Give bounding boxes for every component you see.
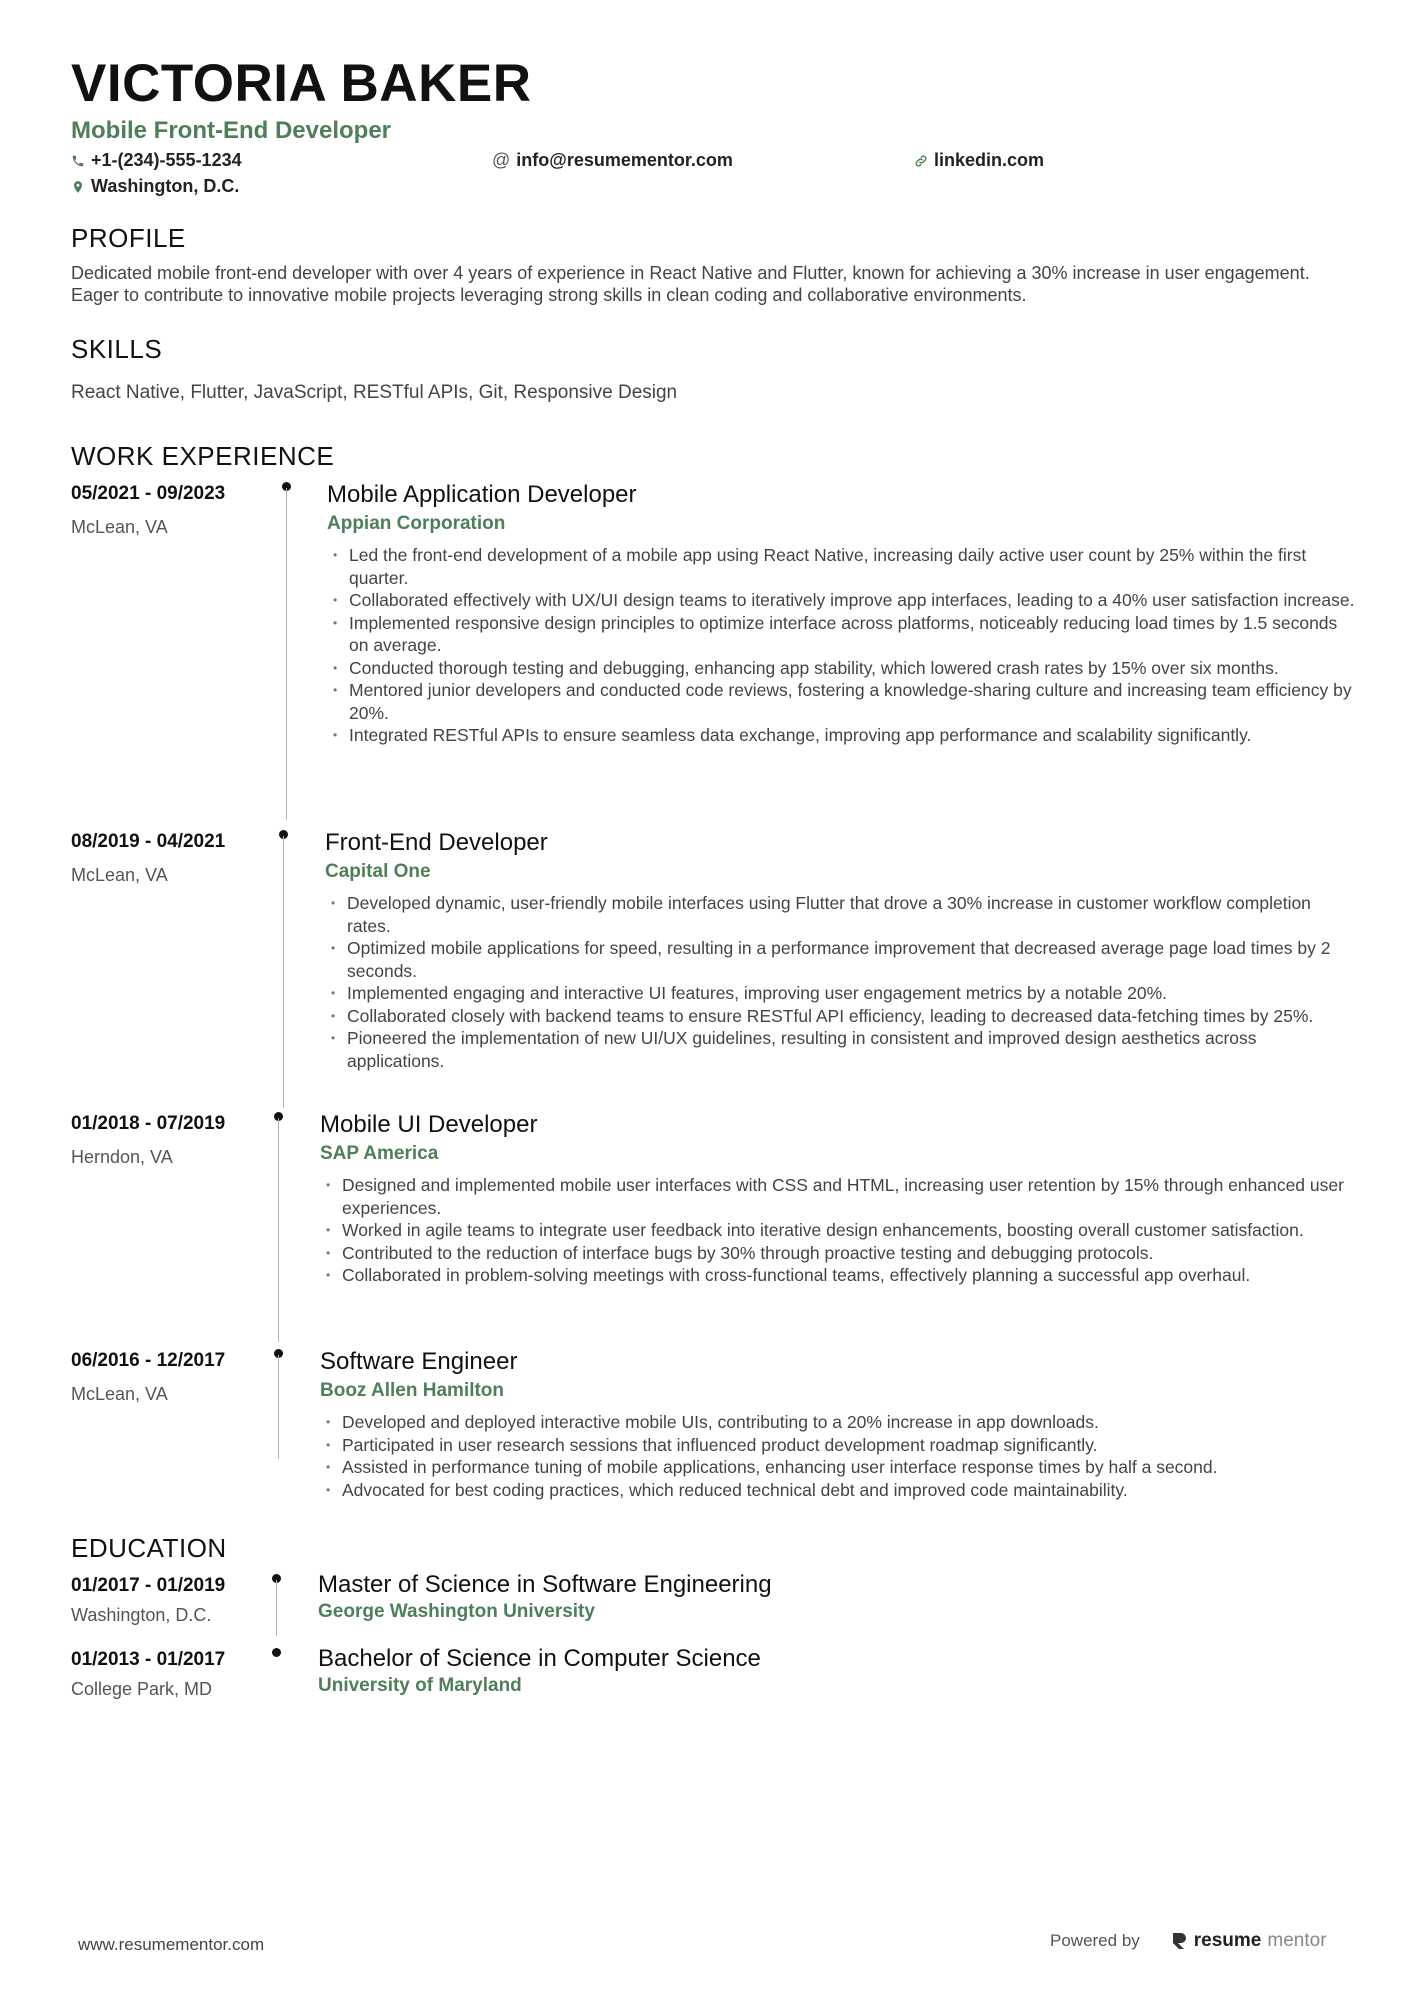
education-location: College Park, MD [71, 1679, 213, 1699]
bullet-item: • Mentored junior developers and conducted code reviews, fostering a knowledge-sharing culture and increasing team efficiency by 20%. [327, 679, 1357, 724]
education-entry [71, 1645, 1361, 1718]
timeline-line [278, 1118, 279, 1342]
job-dates: 05/2021 - 09/2023 [71, 483, 226, 504]
profile-section [71, 222, 1361, 306]
job-role: Mobile Application Developer [327, 481, 637, 508]
job-bullets [320, 1174, 1355, 1287]
brand-bold: resume [1193, 1930, 1262, 1951]
education-heading: EDUCATION [71, 1533, 227, 1563]
bullet-item: • Integrated RESTful APIs to ensure seamless data exchange, improving app performance and scalability significantly. [327, 724, 1357, 747]
job-entry [71, 1112, 1361, 1342]
job-company: SAP America [320, 1143, 439, 1164]
education-dates: 01/2013 - 01/2017 [71, 1649, 226, 1670]
bullet-item: • Worked in agile teams to integrate user feedback into iterative design enhancements, boosting overall customer satisfaction. [320, 1219, 1355, 1242]
job-location: McLean, VA [71, 865, 168, 885]
timeline-line [286, 488, 287, 820]
education-section [71, 1532, 1361, 1564]
email-text: info@resumementor.com [516, 150, 733, 170]
powered-by-text: Powered by [1050, 1931, 1140, 1950]
bullet-item: • Collaborated in problem-solving meetings with cross-functional teams, effectively planning a successful app overhaul. [320, 1264, 1355, 1287]
candidate-name: VICTORIA BAKER [71, 54, 532, 113]
skills-section [71, 333, 1361, 404]
job-role: Software Engineer [320, 1348, 518, 1375]
job-entry [71, 1349, 1361, 1509]
job-bullets [320, 1411, 1355, 1501]
contact-phone[interactable] [71, 150, 242, 171]
bullet-item: • Assisted in performance tuning of mobile applications, enhancing user interface response times by half a second. [320, 1456, 1355, 1479]
contact-email[interactable] [492, 150, 733, 171]
location-text: Washington, D.C. [91, 176, 240, 196]
bullet-item: • Optimized mobile applications for speed, resulting in a performance improvement that decreased average page load times by 2 seconds. [325, 937, 1355, 982]
bullet-item: • Designed and implemented mobile user interfaces with CSS and HTML, increasing user retention by 15% through enhanced user experiences. [320, 1174, 1355, 1219]
education-dates: 01/2017 - 01/2019 [71, 1575, 226, 1596]
experience-section [71, 440, 1361, 472]
location-pin-icon [71, 180, 85, 194]
education-degree: Bachelor of Science in Computer Science [318, 1645, 761, 1672]
linkedin-text: linkedin.com [934, 150, 1045, 170]
job-dates: 08/2019 - 04/2021 [71, 831, 226, 852]
job-entry [71, 482, 1361, 822]
phone-icon [71, 154, 85, 168]
bullet-item: • Collaborated effectively with UX/UI design teams to iteratively improve app interfaces, leading to a 40% user satisfaction increase. [327, 589, 1357, 612]
footer-powered [1050, 1930, 1327, 1952]
brand-light: mentor [1267, 1930, 1327, 1951]
timeline-dot [272, 1648, 281, 1657]
bullet-item: • Led the front-end development of a mobile app using React Native, increasing daily active user count by 25% within the first quarter. [327, 544, 1357, 589]
contact-info [71, 150, 1361, 200]
job-dates: 01/2018 - 07/2019 [71, 1113, 226, 1134]
footer-website[interactable]: www.resumementor.com [78, 1935, 265, 1954]
skills-heading: SKILLS [71, 334, 163, 364]
job-entry [71, 830, 1361, 1110]
education-entry [71, 1571, 1361, 1644]
bullet-item: • Developed dynamic, user-friendly mobile interfaces using Flutter that drove a 30% increase in customer workflow completion rates. [325, 892, 1355, 937]
job-location: Herndon, VA [71, 1147, 173, 1167]
education-location: Washington, D.C. [71, 1605, 212, 1625]
bullet-item: • Conducted thorough testing and debugging, enhancing app stability, which lowered crash rates by 15% over six months. [327, 657, 1357, 680]
contact-linkedin[interactable] [914, 150, 1044, 171]
contact-location [71, 176, 239, 197]
job-company: Capital One [325, 861, 431, 882]
bullet-item: • Contributed to the reduction of interface bugs by 30% through proactive testing and debugging protocols. [320, 1242, 1355, 1265]
job-location: McLean, VA [71, 517, 168, 537]
education-school: George Washington University [318, 1601, 595, 1622]
profile-text: Dedicated mobile front-end developer with over 4 years of experience in React Native and Flutter, known for achieving a 30% increase in user engagement. Eager to contribute to innovative mobile projects leveraging strong skills in clean coding and collaborative environments. [71, 263, 1310, 305]
profile-heading: PROFILE [71, 223, 186, 253]
education-degree: Master of Science in Software Engineering [318, 1571, 772, 1598]
resume-page [71, 52, 1361, 200]
timeline-line [278, 1355, 279, 1459]
experience-heading: WORK EXPERIENCE [71, 441, 335, 471]
bullet-item: • Implemented responsive design principles to optimize interface across platforms, noticeably reducing load times by 1.5 seconds on average. [327, 612, 1357, 657]
timeline-line [283, 836, 284, 1108]
job-role: Mobile UI Developer [320, 1111, 538, 1138]
education-school: University of Maryland [318, 1675, 522, 1696]
job-bullets [325, 892, 1355, 1072]
bullet-item: • Advocated for best coding practices, which reduced technical debt and improved code maintainability. [320, 1479, 1355, 1502]
job-role: Front-End Developer [325, 829, 548, 856]
skills-text: React Native, Flutter, JavaScript, RESTful APIs, Git, Responsive Design [71, 382, 678, 403]
phone-text: +1-(234)-555-1234 [91, 150, 242, 170]
candidate-title: Mobile Front-End Developer [71, 117, 392, 144]
link-icon [914, 154, 928, 168]
bullet-item: • Implemented engaging and interactive UI features, improving user engagement metrics by a notable 20%. [325, 982, 1355, 1005]
bullet-item: • Collaborated closely with backend teams to ensure RESTful API efficiency, leading to decreased data-fetching times by 25%. [325, 1005, 1355, 1028]
at-icon: @ [492, 150, 511, 170]
resumementor-logo-icon [1170, 1931, 1188, 1951]
job-company: Booz Allen Hamilton [320, 1380, 505, 1401]
timeline-line [276, 1580, 277, 1636]
bullet-item: • Developed and deployed interactive mobile UIs, contributing to a 20% increase in app downloads. [320, 1411, 1355, 1434]
job-dates: 06/2016 - 12/2017 [71, 1350, 226, 1371]
job-location: McLean, VA [71, 1384, 168, 1404]
job-company: Appian Corporation [327, 513, 506, 534]
bullet-item: • Pioneered the implementation of new UI/UX guidelines, resulting in consistent and improved design aesthetics across applications. [325, 1027, 1355, 1072]
brand-logo[interactable] [1170, 1930, 1327, 1952]
bullet-item: • Participated in user research sessions that influenced product development roadmap significantly. [320, 1434, 1355, 1457]
job-bullets [327, 544, 1357, 747]
